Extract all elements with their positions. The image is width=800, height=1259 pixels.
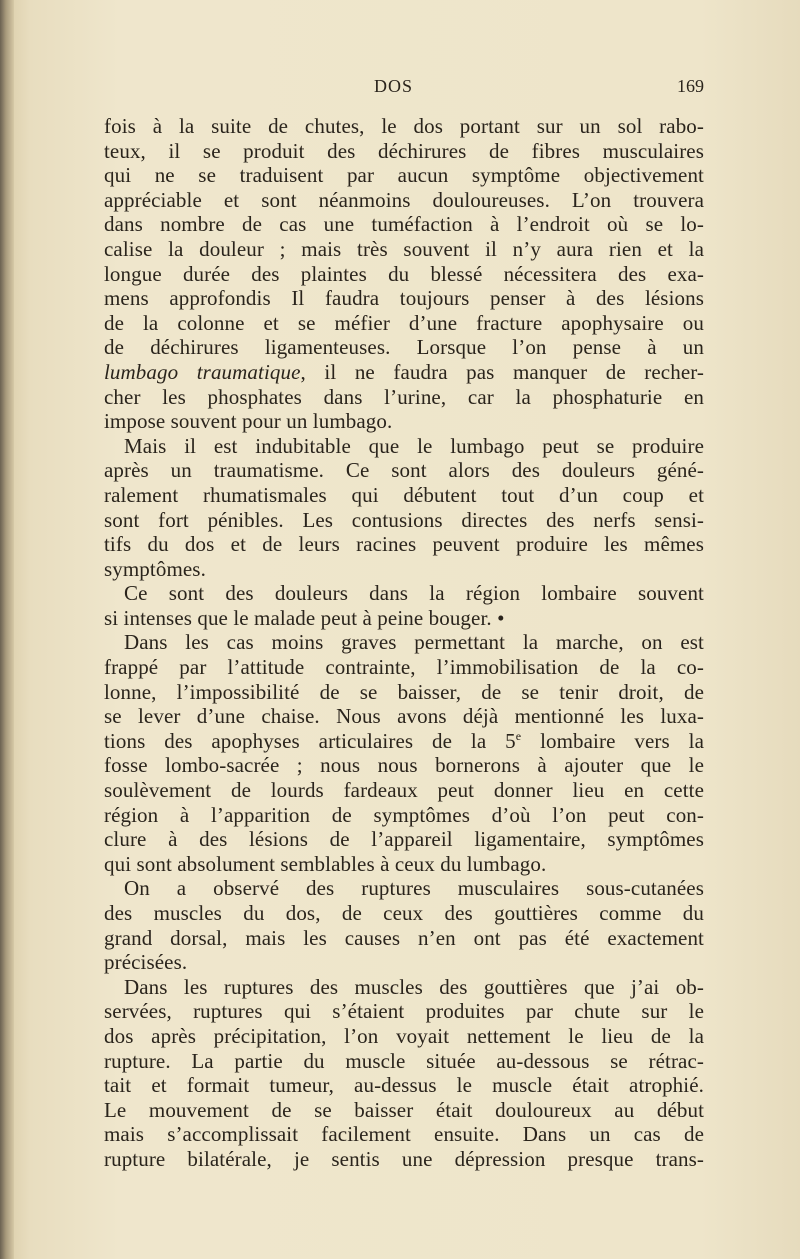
text-line: appréciable et sont néanmoins douloureuses. L’on trouvera [104,187,704,212]
text-line: après un traumatisme. Ce sont alors des douleurs géné- [104,458,704,483]
line-text: , il ne faudra pas manquer de recher- [300,359,705,384]
text-line: de la colonne et se méfier d’une fracture apophysaire ou [104,310,704,335]
text-line: des muscles du dos, de ceux des gouttières comme du [104,901,704,925]
text-line: grand dorsal, mais les causes n’en ont pas été exactement [104,925,704,950]
text-line: sont fort pénibles. Les contusions directes des nerfs sensi- [104,507,704,532]
text-line: Mais il est indubitable que le lumbago peut se produire [124,433,704,458]
text-line: qui ne se traduisent par aucun symptôme objectivement [104,163,704,188]
text-line: clure à des lésions de l’appareil ligamentaire, symptômes [104,827,704,852]
text-line: si intenses que le malade peut à peine bouger. • [104,605,505,630]
text-line: fosse lombo-sacrée ; nous nous bornerons à ajouter que le [104,753,704,778]
page-gutter [0,0,14,1259]
text-line: soulèvement de lourds fardeaux peut donner lieu en cette [104,778,704,803]
running-head: DOS [374,76,414,96]
italic-term: lumbago traumatique [104,359,301,384]
text-line: lonne, l’impossibilité de se baisser, de se tenir droit, de [104,679,704,704]
page-number: 169 [677,76,704,96]
text-line: Ce sont des douleurs dans la région lombaire souvent [124,581,704,606]
text-line [104,729,704,754]
body-text [104,114,704,1172]
text-line: longue durée des plaintes du blessé nécessitera des exa- [104,261,704,286]
text-line: Dans les cas moins graves permettant la marche, on est [124,630,704,655]
text-line: cher les phosphates dans l’urine, car la phosphaturie en [104,384,704,409]
text-line: symptômes. [104,556,206,581]
text-line: dos après précipitation, l’on voyait nettement le lieu de la [104,1023,704,1048]
line-text: lombaire vers la [521,728,705,753]
text-line [104,360,704,385]
text-line: tifs du dos et de leurs racines peuvent produire les mêmes [104,532,704,557]
text-line: de déchirures ligamenteuses. Lorsque l’on pense à un [104,335,704,360]
text-line: fois à la suite de chutes, le dos portant sur un sol rabo- [104,114,704,138]
text-line: dans nombre de cas une tuméfaction à l’endroit où se lo- [104,212,704,237]
text-line: impose souvent pour un lumbago. [104,409,393,434]
text-line: calise la douleur ; mais très souvent il n’y aura rien et la [104,236,704,261]
text-line: Dans les ruptures des muscles des gouttières que j’ai ob- [124,974,704,999]
text-line: mais s’accomplissait facilement ensuite. Dans un cas de [104,1122,704,1147]
text-line: rupture bilatérale, je sentis une dépression presque trans- [104,1146,704,1171]
text-line: tait et formait tumeur, au-dessus le muscle était atrophié. [104,1073,704,1098]
page-header [104,76,704,102]
line-text: tions des apophyses articulaires de la 5 [104,728,516,753]
text-line: qui sont absolument semblables à ceux du lumbago. [104,851,547,876]
text-line: teux, il se produit des déchirures de fibres musculaires [104,138,704,163]
text-line: servées, ruptures qui s’étaient produites par chute sur le [104,999,704,1024]
text-line: région à l’apparition de symptômes d’où l’on peut con- [104,802,704,827]
superscript: e [515,728,522,743]
text-line: précisées. [104,950,188,975]
text-line: rupture. La partie du muscle située au-dessous se rétrac- [104,1048,704,1073]
text-line: mens approfondis Il faudra toujours penser à des lésions [104,286,704,311]
text-line: frappé par l’attitude contrainte, l’immobilisation de la co- [104,655,704,680]
text-line: se lever d’une chaise. Nous avons déjà mentionné les luxa- [104,704,704,729]
text-line: On a observé des ruptures musculaires sous-cutanées [124,876,704,901]
text-line: Le mouvement de se baisser était douloureux au début [104,1097,704,1122]
text-line: ralement rhumatismales qui débutent tout d’un coup et [104,482,704,507]
